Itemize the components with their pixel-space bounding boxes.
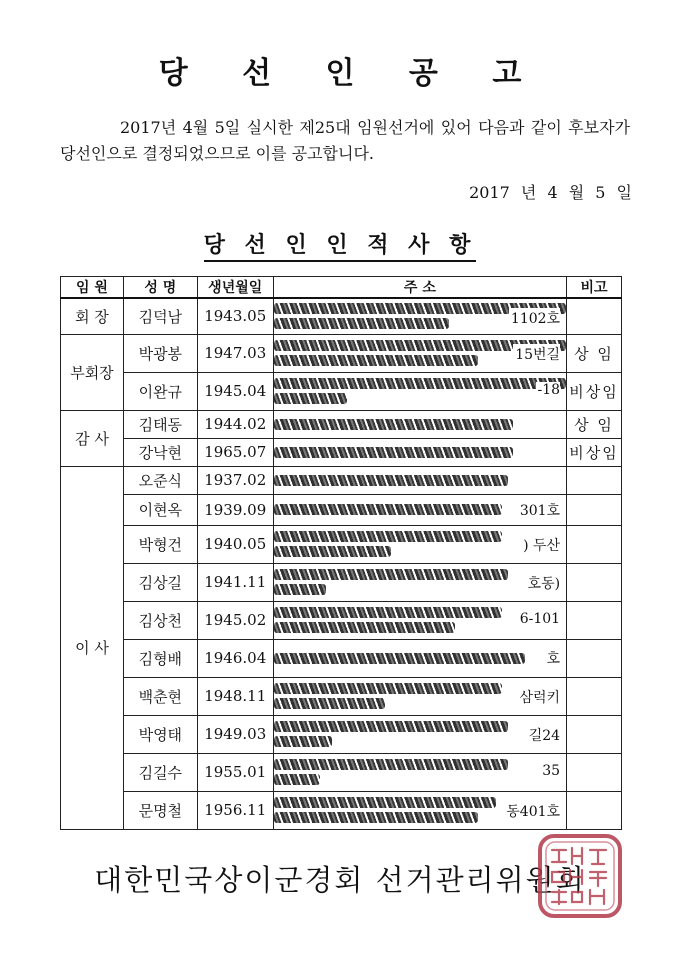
note-cell bbox=[567, 677, 622, 715]
redaction-mark bbox=[274, 721, 508, 732]
name-cell: 김형배 bbox=[123, 639, 197, 677]
winners-table bbox=[60, 276, 622, 830]
birth-cell: 1949.03 bbox=[197, 715, 273, 753]
birth-cell: 1940.05 bbox=[197, 525, 273, 563]
redaction-mark bbox=[274, 584, 327, 595]
issuer-name: 대한민국상이군경회 선거관리위원회 bbox=[94, 863, 586, 897]
header-note: 비고 bbox=[567, 277, 622, 299]
notice-paragraph-text: 2017년 4월 5일 실시한 제25대 임원선거에 있어 다음과 같이 후보자가 당선인으로 결정되었으므로 이를 공고합니다. bbox=[60, 118, 630, 163]
address-tail: -18 bbox=[537, 381, 561, 398]
section-subtitle-text: 당 선 인 인 적 사 항 bbox=[204, 232, 477, 262]
note-cell bbox=[567, 466, 622, 494]
birth-cell: 1965.07 bbox=[197, 438, 273, 466]
table-header-row bbox=[61, 277, 622, 299]
name-cell: 강낙현 bbox=[123, 438, 197, 466]
table-row bbox=[61, 466, 622, 494]
address-cell bbox=[273, 494, 566, 525]
table-row bbox=[61, 410, 622, 438]
address-cell bbox=[273, 677, 566, 715]
birth-cell: 1937.02 bbox=[197, 466, 273, 494]
redaction-mark bbox=[274, 393, 347, 404]
note-cell bbox=[567, 715, 622, 753]
redaction-mark bbox=[274, 531, 502, 542]
note-cell bbox=[567, 639, 622, 677]
table-row bbox=[61, 791, 622, 829]
name-cell: 이현옥 bbox=[123, 494, 197, 525]
role-cell: 부회장 bbox=[61, 334, 124, 410]
table-row bbox=[61, 438, 622, 466]
address-tail: 삼럭키 bbox=[517, 687, 560, 707]
table-row bbox=[61, 334, 622, 372]
birth-cell: 1955.01 bbox=[197, 753, 273, 791]
redaction-mark bbox=[274, 355, 479, 366]
address-cell bbox=[273, 372, 566, 410]
birth-cell: 1956.11 bbox=[197, 791, 273, 829]
address-tail: 35 bbox=[542, 762, 561, 779]
address-tail: 호동) bbox=[526, 573, 561, 593]
redaction-mark bbox=[274, 759, 508, 770]
note-cell bbox=[567, 791, 622, 829]
address-tail: 6-101 bbox=[519, 610, 561, 627]
notice-date: 2017 년 4 월 5 일 bbox=[469, 183, 632, 202]
birth-cell: 1946.04 bbox=[197, 639, 273, 677]
note-cell: 비상임 bbox=[567, 372, 622, 410]
note-cell bbox=[567, 563, 622, 601]
table-row bbox=[61, 563, 622, 601]
table-row bbox=[61, 601, 622, 639]
table-row bbox=[61, 753, 622, 791]
note-cell bbox=[567, 753, 622, 791]
note-cell bbox=[567, 601, 622, 639]
notice-title: 당 선 인 공 고 bbox=[158, 56, 544, 91]
role-cell: 이 사 bbox=[61, 466, 124, 829]
address-tail: 15번길 bbox=[513, 344, 560, 364]
address-cell bbox=[273, 438, 566, 466]
redaction-mark bbox=[274, 569, 508, 580]
note-cell: 비상임 bbox=[567, 438, 622, 466]
address-cell bbox=[273, 334, 566, 372]
table-row bbox=[61, 525, 622, 563]
official-seal-stamp bbox=[536, 832, 624, 920]
address-cell bbox=[273, 639, 566, 677]
address-cell bbox=[273, 525, 566, 563]
birth-cell: 1945.04 bbox=[197, 372, 273, 410]
redaction-mark bbox=[274, 504, 502, 515]
header-role: 임 원 bbox=[61, 277, 124, 299]
address-tail: ) 두산 bbox=[521, 535, 560, 555]
address-tail: 동401호 bbox=[504, 801, 560, 821]
name-cell: 백춘현 bbox=[123, 677, 197, 715]
name-cell: 김길수 bbox=[123, 753, 197, 791]
address-cell bbox=[273, 753, 566, 791]
address-tail: 301호 bbox=[518, 500, 560, 520]
redaction-mark bbox=[274, 318, 449, 329]
birth-cell: 1947.03 bbox=[197, 334, 273, 372]
header-name: 성 명 bbox=[123, 277, 197, 299]
header-address: 주 소 bbox=[273, 277, 566, 299]
address-cell bbox=[273, 791, 566, 829]
redaction-mark bbox=[274, 447, 514, 458]
redaction-mark bbox=[274, 475, 508, 486]
address-cell bbox=[273, 298, 566, 334]
redaction-mark bbox=[274, 683, 502, 694]
birth-cell: 1943.05 bbox=[197, 298, 273, 334]
redaction-mark bbox=[274, 419, 514, 430]
redaction-mark bbox=[274, 698, 385, 709]
address-cell bbox=[273, 601, 566, 639]
address-tail: 길24 bbox=[527, 725, 560, 745]
note-cell: 상 임 bbox=[567, 334, 622, 372]
table-row bbox=[61, 298, 622, 334]
redaction-mark bbox=[274, 378, 566, 389]
redaction-mark bbox=[274, 622, 455, 633]
notice-paragraph bbox=[60, 115, 630, 167]
address-cell bbox=[273, 410, 566, 438]
redaction-mark bbox=[274, 812, 479, 823]
name-cell: 박광봉 bbox=[123, 334, 197, 372]
redaction-mark bbox=[274, 546, 391, 557]
address-tail: 호 bbox=[545, 648, 561, 668]
table-row bbox=[61, 639, 622, 677]
name-cell: 김상길 bbox=[123, 563, 197, 601]
redaction-mark bbox=[274, 774, 321, 785]
birth-cell: 1939.09 bbox=[197, 494, 273, 525]
role-cell: 감 사 bbox=[61, 410, 124, 466]
table-row bbox=[61, 494, 622, 525]
birth-cell: 1944.02 bbox=[197, 410, 273, 438]
header-birth: 생년월일 bbox=[197, 277, 273, 299]
birth-cell: 1948.11 bbox=[197, 677, 273, 715]
note-cell: 상 임 bbox=[567, 410, 622, 438]
redaction-mark bbox=[274, 653, 525, 664]
redaction-mark bbox=[274, 736, 332, 747]
name-cell: 김태동 bbox=[123, 410, 197, 438]
table-row bbox=[61, 715, 622, 753]
name-cell: 김덕남 bbox=[123, 298, 197, 334]
redaction-mark bbox=[274, 607, 502, 618]
name-cell: 오준식 bbox=[123, 466, 197, 494]
section-subtitle bbox=[0, 228, 680, 259]
name-cell: 이완규 bbox=[123, 372, 197, 410]
redaction-mark bbox=[274, 797, 496, 808]
note-cell bbox=[567, 525, 622, 563]
address-cell bbox=[273, 466, 566, 494]
address-tail: 1102호 bbox=[509, 308, 560, 328]
name-cell: 박형건 bbox=[123, 525, 197, 563]
name-cell: 김상천 bbox=[123, 601, 197, 639]
table-row bbox=[61, 677, 622, 715]
address-cell bbox=[273, 715, 566, 753]
name-cell: 박영태 bbox=[123, 715, 197, 753]
name-cell: 문명철 bbox=[123, 791, 197, 829]
birth-cell: 1945.02 bbox=[197, 601, 273, 639]
note-cell bbox=[567, 298, 622, 334]
note-cell bbox=[567, 494, 622, 525]
table-row bbox=[61, 372, 622, 410]
birth-cell: 1941.11 bbox=[197, 563, 273, 601]
address-cell bbox=[273, 563, 566, 601]
role-cell: 회 장 bbox=[61, 298, 124, 334]
